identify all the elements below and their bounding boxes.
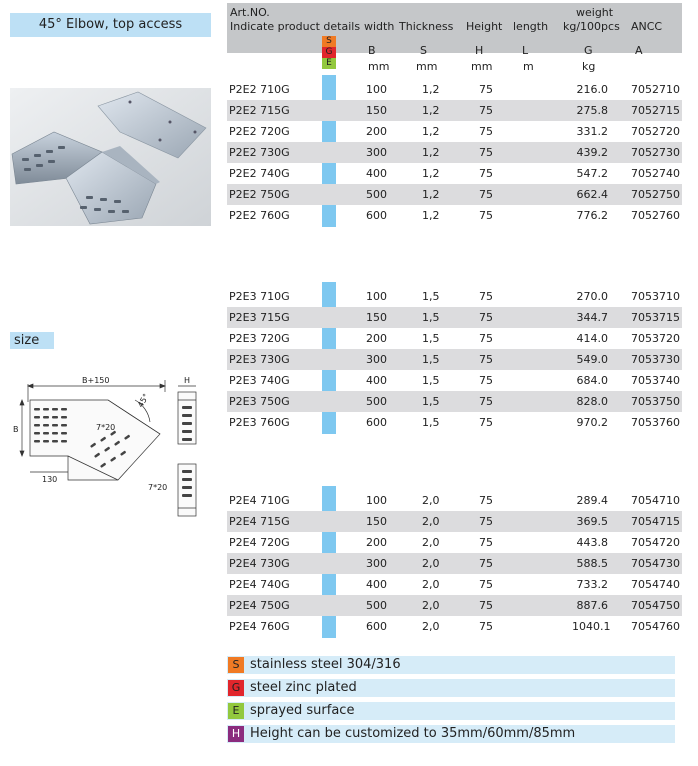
- dim-h-label: H: [184, 376, 191, 385]
- ancc-cell: 7054760: [631, 620, 680, 633]
- product-title: 45° Elbow, top access: [10, 13, 211, 37]
- height-cell: 75: [479, 311, 493, 324]
- height-cell: 75: [479, 209, 493, 222]
- height-cell: 75: [479, 578, 493, 591]
- thickness-cell: 2,0: [422, 515, 440, 528]
- unit-b: mm: [368, 60, 390, 73]
- height-cell: 75: [479, 167, 493, 180]
- slot-label-bottom: 7*20: [148, 483, 168, 492]
- table-row: [227, 574, 682, 595]
- key-e-badge: E: [322, 58, 336, 69]
- dimension-drawing: [10, 372, 210, 520]
- weight-cell: 216.0: [576, 83, 608, 96]
- header-width: width: [364, 20, 395, 33]
- table-row: [227, 307, 682, 328]
- table-row: [227, 349, 682, 370]
- weight-cell: 970.2: [576, 416, 608, 429]
- art-no-cell: P2E2 710G: [229, 83, 290, 96]
- ancc-cell: 7053750: [631, 395, 680, 408]
- width-cell: 200: [366, 536, 387, 549]
- art-no-cell: P2E3 720G: [229, 332, 290, 345]
- legend-h: [227, 725, 675, 743]
- col-l-letter: L: [522, 44, 529, 57]
- table-row: [227, 184, 682, 205]
- height-cell: 75: [479, 104, 493, 117]
- height-cell: 75: [479, 332, 493, 345]
- table-row: [227, 511, 682, 532]
- header-weight-unit: kg/100pcs: [563, 20, 620, 33]
- height-cell: 75: [479, 188, 493, 201]
- dim-b-label: B: [13, 425, 19, 434]
- header-thickness: Thickness: [399, 20, 454, 33]
- thickness-cell: 1,5: [422, 290, 440, 303]
- key-g-badge: G: [322, 47, 336, 58]
- height-cell: 75: [479, 557, 493, 570]
- ancc-cell: 7053720: [631, 332, 680, 345]
- table-row: [227, 532, 682, 553]
- art-no-cell: P2E4 715G: [229, 515, 290, 528]
- ancc-cell: 7052710: [631, 83, 680, 96]
- ancc-cell: 7054740: [631, 578, 680, 591]
- art-no-cell: P2E2 715G: [229, 104, 290, 117]
- height-cell: 75: [479, 125, 493, 138]
- legend-g-badge: G: [228, 680, 244, 696]
- legend-s: [227, 656, 675, 674]
- col-g-letter: G: [584, 44, 593, 57]
- header-details: Indicate product details: [230, 20, 361, 33]
- ancc-cell: 7053740: [631, 374, 680, 387]
- width-cell: 200: [366, 332, 387, 345]
- col-h-letter: H: [475, 44, 484, 57]
- weight-cell: 270.0: [576, 290, 608, 303]
- thickness-cell: 1,2: [422, 188, 440, 201]
- table-row: [227, 205, 682, 226]
- legend-h-badge: H: [228, 726, 244, 742]
- width-cell: 600: [366, 416, 387, 429]
- weight-cell: 549.0: [576, 353, 608, 366]
- width-cell: 150: [366, 311, 387, 324]
- height-cell: 75: [479, 599, 493, 612]
- weight-cell: 547.2: [576, 167, 608, 180]
- width-cell: 400: [366, 578, 387, 591]
- header-ancc: ANCC: [631, 20, 663, 33]
- weight-cell: 439.2: [576, 146, 608, 159]
- thickness-cell: 2,0: [422, 620, 440, 633]
- ancc-cell: 7052740: [631, 167, 680, 180]
- width-cell: 150: [366, 104, 387, 117]
- thickness-cell: 1,2: [422, 209, 440, 222]
- table-p2e3: [227, 286, 682, 433]
- ancc-cell: 7054715: [631, 515, 680, 528]
- table-row: [227, 121, 682, 142]
- height-cell: 75: [479, 416, 493, 429]
- height-cell: 75: [479, 290, 493, 303]
- width-cell: 100: [366, 290, 387, 303]
- thickness-cell: 2,0: [422, 557, 440, 570]
- ancc-cell: 7054730: [631, 557, 680, 570]
- art-no-cell: P2E4 760G: [229, 620, 290, 633]
- ancc-cell: 7054720: [631, 536, 680, 549]
- width-cell: 500: [366, 188, 387, 201]
- art-no-cell: P2E3 740G: [229, 374, 290, 387]
- ancc-cell: 7053710: [631, 290, 680, 303]
- weight-cell: 588.5: [576, 557, 608, 570]
- width-cell: 300: [366, 557, 387, 570]
- ancc-cell: 7053730: [631, 353, 680, 366]
- ancc-cell: 7053760: [631, 416, 680, 429]
- col-a-letter: A: [635, 44, 643, 57]
- table-row: [227, 412, 682, 433]
- width-cell: 300: [366, 353, 387, 366]
- unit-l: m: [523, 60, 534, 73]
- legend-e-text: sprayed surface: [250, 703, 355, 718]
- ancc-cell: 7054710: [631, 494, 680, 507]
- height-cell: 75: [479, 353, 493, 366]
- art-no-cell: P2E2 740G: [229, 167, 290, 180]
- weight-cell: 344.7: [576, 311, 608, 324]
- art-no-cell: P2E2 750G: [229, 188, 290, 201]
- thickness-cell: 1,2: [422, 125, 440, 138]
- table-row: [227, 163, 682, 184]
- art-no-cell: P2E2 730G: [229, 146, 290, 159]
- legend-s-badge: S: [228, 657, 244, 673]
- height-cell: 75: [479, 494, 493, 507]
- weight-cell: 887.6: [576, 599, 608, 612]
- thickness-cell: 1,5: [422, 332, 440, 345]
- art-no-cell: P2E4 740G: [229, 578, 290, 591]
- table-p2e4: [227, 490, 682, 637]
- width-cell: 100: [366, 494, 387, 507]
- ancc-cell: 7052730: [631, 146, 680, 159]
- width-cell: 500: [366, 395, 387, 408]
- thickness-cell: 1,2: [422, 83, 440, 96]
- ancc-cell: 7052750: [631, 188, 680, 201]
- ancc-cell: 7052760: [631, 209, 680, 222]
- weight-cell: 662.4: [576, 188, 608, 201]
- thickness-cell: 2,0: [422, 494, 440, 507]
- table-p2e2: [227, 79, 682, 226]
- width-cell: 400: [366, 374, 387, 387]
- thickness-cell: 1,2: [422, 167, 440, 180]
- width-cell: 300: [366, 146, 387, 159]
- width-cell: 400: [366, 167, 387, 180]
- weight-cell: 289.4: [576, 494, 608, 507]
- width-cell: 600: [366, 620, 387, 633]
- weight-cell: 828.0: [576, 395, 608, 408]
- art-no-cell: P2E4 720G: [229, 536, 290, 549]
- thickness-cell: 1,5: [422, 395, 440, 408]
- height-cell: 75: [479, 374, 493, 387]
- table-row: [227, 142, 682, 163]
- col-s-letter: S: [420, 44, 427, 57]
- art-no-cell: P2E4 710G: [229, 494, 290, 507]
- legend-s-text: stainless steel 304/316: [250, 657, 401, 672]
- width-cell: 500: [366, 599, 387, 612]
- thickness-cell: 1,2: [422, 146, 440, 159]
- width-cell: 600: [366, 209, 387, 222]
- table-row: [227, 616, 682, 637]
- art-no-cell: P2E2 720G: [229, 125, 290, 138]
- legend-e: [227, 702, 675, 720]
- table-row: [227, 391, 682, 412]
- legend-e-badge: E: [228, 703, 244, 719]
- header-art-no: Art.NO.: [230, 6, 270, 19]
- legend-g-text: steel zinc plated: [250, 680, 357, 695]
- weight-cell: 275.8: [576, 104, 608, 117]
- key-s-badge: S: [322, 36, 336, 47]
- header-length: length: [513, 20, 549, 33]
- thickness-cell: 2,0: [422, 578, 440, 591]
- width-cell: 200: [366, 125, 387, 138]
- thickness-cell: 1,5: [422, 416, 440, 429]
- table-row: [227, 79, 682, 100]
- height-cell: 75: [479, 620, 493, 633]
- column-units: [227, 60, 682, 74]
- art-no-cell: P2E3 760G: [229, 416, 290, 429]
- thickness-cell: 1,5: [422, 374, 440, 387]
- unit-s: mm: [416, 60, 438, 73]
- thickness-cell: 1,2: [422, 104, 440, 117]
- product-photo: [10, 88, 211, 226]
- dim-b150-label: B+150: [82, 376, 110, 385]
- ancc-cell: 7053715: [631, 311, 680, 324]
- table-row: [227, 490, 682, 511]
- weight-cell: 776.2: [576, 209, 608, 222]
- col-b-letter: B: [368, 44, 376, 57]
- ancc-cell: 7052720: [631, 125, 680, 138]
- angle-label: 45°: [135, 392, 151, 409]
- art-no-cell: P2E3 750G: [229, 395, 290, 408]
- height-cell: 75: [479, 146, 493, 159]
- weight-cell: 733.2: [576, 578, 608, 591]
- dim-130-label: 130: [42, 475, 58, 484]
- table-row: [227, 553, 682, 574]
- art-no-cell: P2E2 760G: [229, 209, 290, 222]
- ancc-cell: 7052715: [631, 104, 680, 117]
- art-no-cell: P2E3 710G: [229, 290, 290, 303]
- weight-cell: 684.0: [576, 374, 608, 387]
- width-cell: 150: [366, 515, 387, 528]
- table-row: [227, 286, 682, 307]
- height-cell: 75: [479, 536, 493, 549]
- ancc-cell: 7054750: [631, 599, 680, 612]
- size-label: size: [10, 332, 54, 349]
- art-no-cell: P2E3 730G: [229, 353, 290, 366]
- thickness-cell: 2,0: [422, 536, 440, 549]
- table-row: [227, 100, 682, 121]
- header-weight: weight: [576, 6, 614, 19]
- height-cell: 75: [479, 395, 493, 408]
- weight-cell: 369.5: [576, 515, 608, 528]
- unit-g: kg: [582, 60, 596, 73]
- weight-cell: 1040.1: [572, 620, 611, 633]
- legend-h-text: Height can be customized to 35mm/60mm/85mm: [250, 726, 576, 741]
- table-row: [227, 595, 682, 616]
- table-row: [227, 328, 682, 349]
- weight-cell: 331.2: [576, 125, 608, 138]
- art-no-cell: P2E4 730G: [229, 557, 290, 570]
- thickness-cell: 2,0: [422, 599, 440, 612]
- width-cell: 100: [366, 83, 387, 96]
- weight-cell: 414.0: [576, 332, 608, 345]
- height-cell: 75: [479, 515, 493, 528]
- thickness-cell: 1,5: [422, 353, 440, 366]
- thickness-cell: 1,5: [422, 311, 440, 324]
- legend-g: [227, 679, 675, 697]
- table-row: [227, 370, 682, 391]
- art-no-cell: P2E3 715G: [229, 311, 290, 324]
- slot-label-top: 7*20: [96, 423, 116, 432]
- art-no-cell: P2E4 750G: [229, 599, 290, 612]
- unit-h: mm: [471, 60, 493, 73]
- height-cell: 75: [479, 83, 493, 96]
- header-height: Height: [466, 20, 503, 33]
- weight-cell: 443.8: [576, 536, 608, 549]
